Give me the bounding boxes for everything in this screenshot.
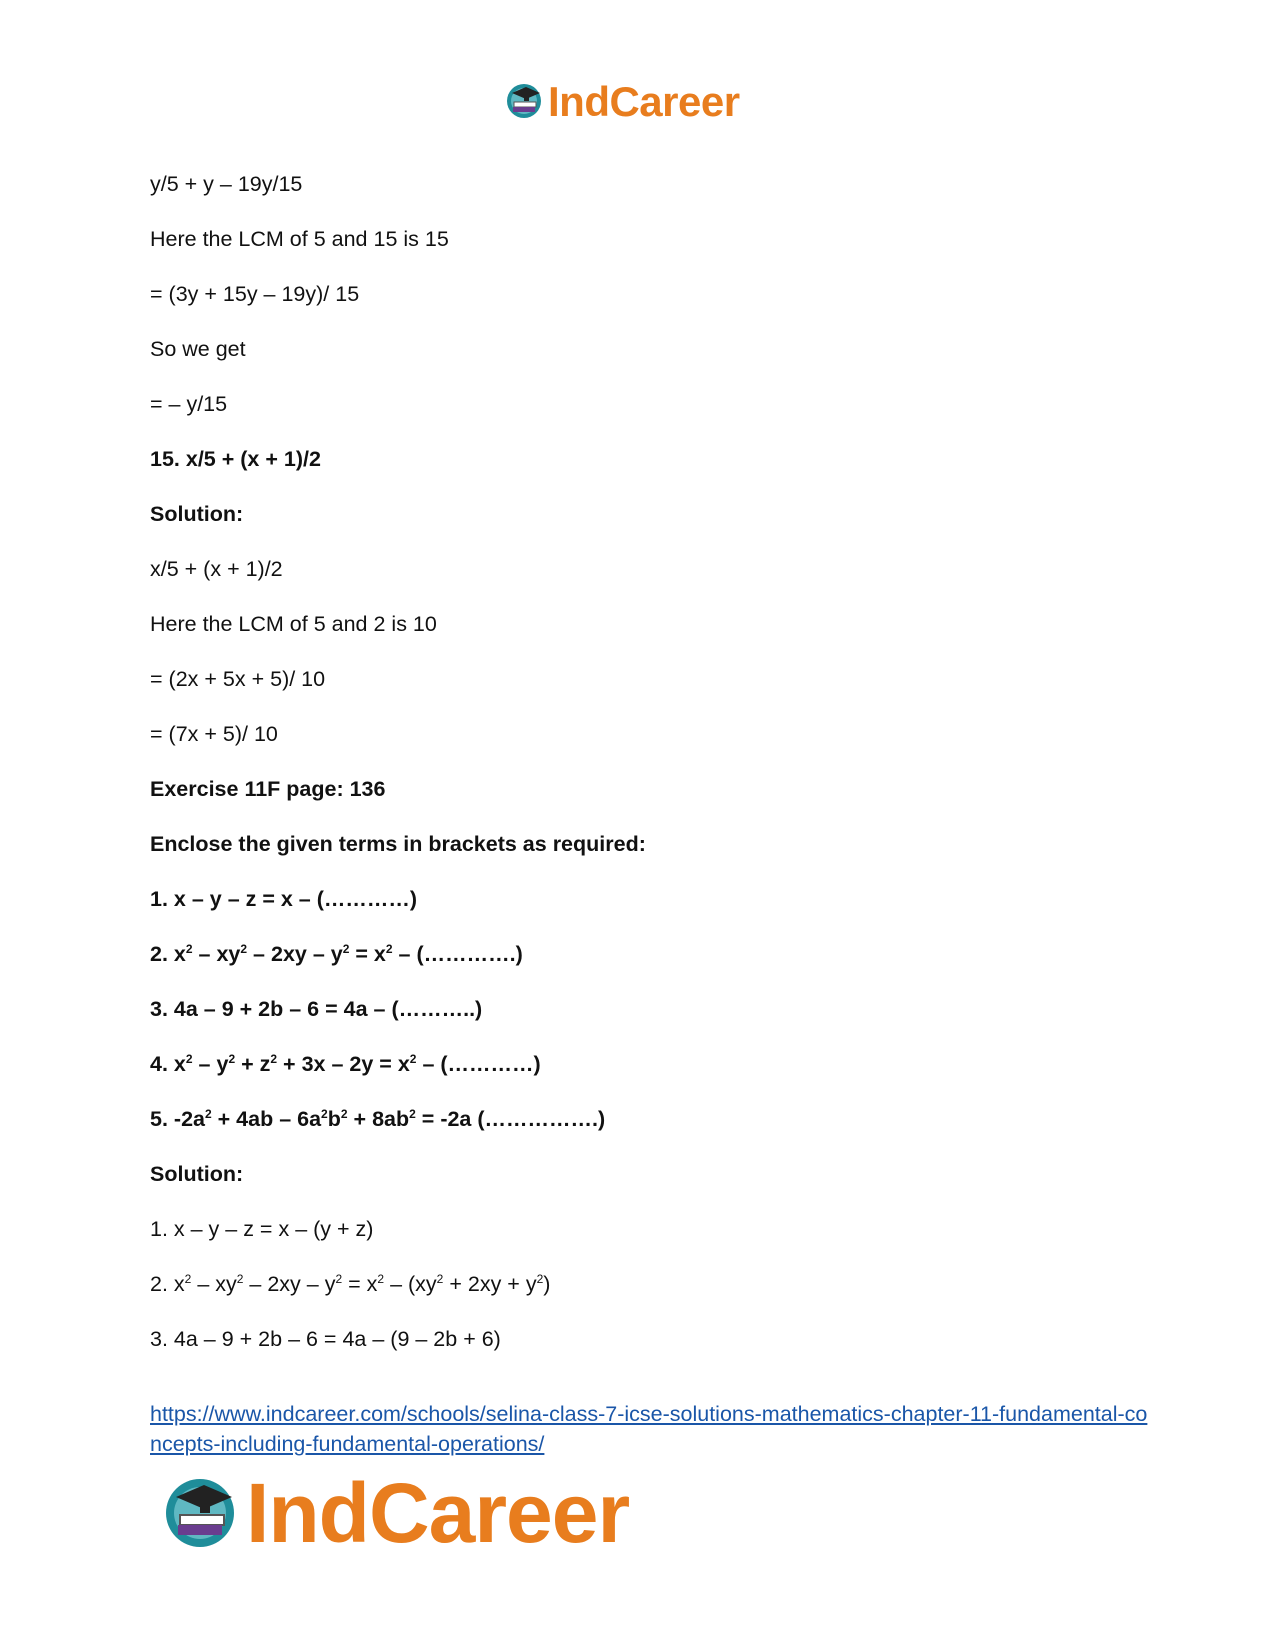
bold-text-line: 15. x/5 + (x + 1)/2: [150, 447, 321, 471]
text-line: = (7x + 5)/ 10: [150, 722, 278, 746]
bold-text-line: Solution:: [150, 1162, 244, 1186]
text-line: = (3y + 15y – 19y)/ 15: [150, 282, 360, 306]
text-line: 3. 4a – 9 + 2b – 6 = 4a – (9 – 2b + 6): [150, 1327, 501, 1351]
footer-logo-text: IndCareer: [246, 1466, 630, 1560]
bold-text-line: 5. $-2a^2 + 4ab - 6a^2b^2 + 8ab^2 = -2a$ (…………….): [150, 1107, 606, 1131]
text-line: So we get: [150, 337, 246, 361]
graduation-cap-icon: [504, 80, 544, 125]
text-line: Here the LCM of 5 and 2 is 10: [150, 612, 437, 636]
bold-text-line: Exercise 11F page: 136: [150, 777, 386, 801]
bold-text-line: 3. 4a – 9 + 2b – 6 = 4a – (………..): [150, 997, 483, 1021]
bold-text-line: Solution:: [150, 502, 244, 526]
bold-text-line: 2. $x^2 - xy^2 - 2xy - y^2 = x^2$ – (………….): [150, 942, 523, 966]
source-link[interactable]: https://www.indcareer.com/schools/selina-class-7-icse-solutions-mathematics-chapter-11-fundamental-concepts-including-fundamental-operations/: [150, 1402, 1148, 1456]
text-line: x/5 + (x + 1)/2: [150, 557, 283, 581]
text-line: = (2x + 5x + 5)/ 10: [150, 667, 326, 691]
header-logo: [504, 78, 740, 126]
text-line: y/5 + y – 19y/15: [150, 172, 303, 196]
document-body: [150, 170, 1150, 1380]
header-logo-text: IndCareer: [548, 78, 740, 125]
graduation-cap-icon: [160, 1471, 240, 1556]
bold-text-line: Enclose the given terms in brackets as required:: [150, 832, 646, 856]
footer-logo: [160, 1468, 629, 1558]
text-line: Here the LCM of 5 and 15 is 15: [150, 227, 449, 251]
bold-text-line: 4. $x^2 - y^2 + z^2 + 3x - 2y = x^2$ – (…………): [150, 1052, 541, 1076]
text-line: = – y/15: [150, 392, 228, 416]
bold-text-line: 1. x – y – z = x – (…………): [150, 887, 418, 911]
text-line: 1. x – y – z = x – (y + z): [150, 1217, 374, 1241]
text-line: 2. $x^2 - xy^2 - 2xy - y^2 = x^2 - (xy^2 + 2xy + y^2)$: [150, 1272, 551, 1296]
